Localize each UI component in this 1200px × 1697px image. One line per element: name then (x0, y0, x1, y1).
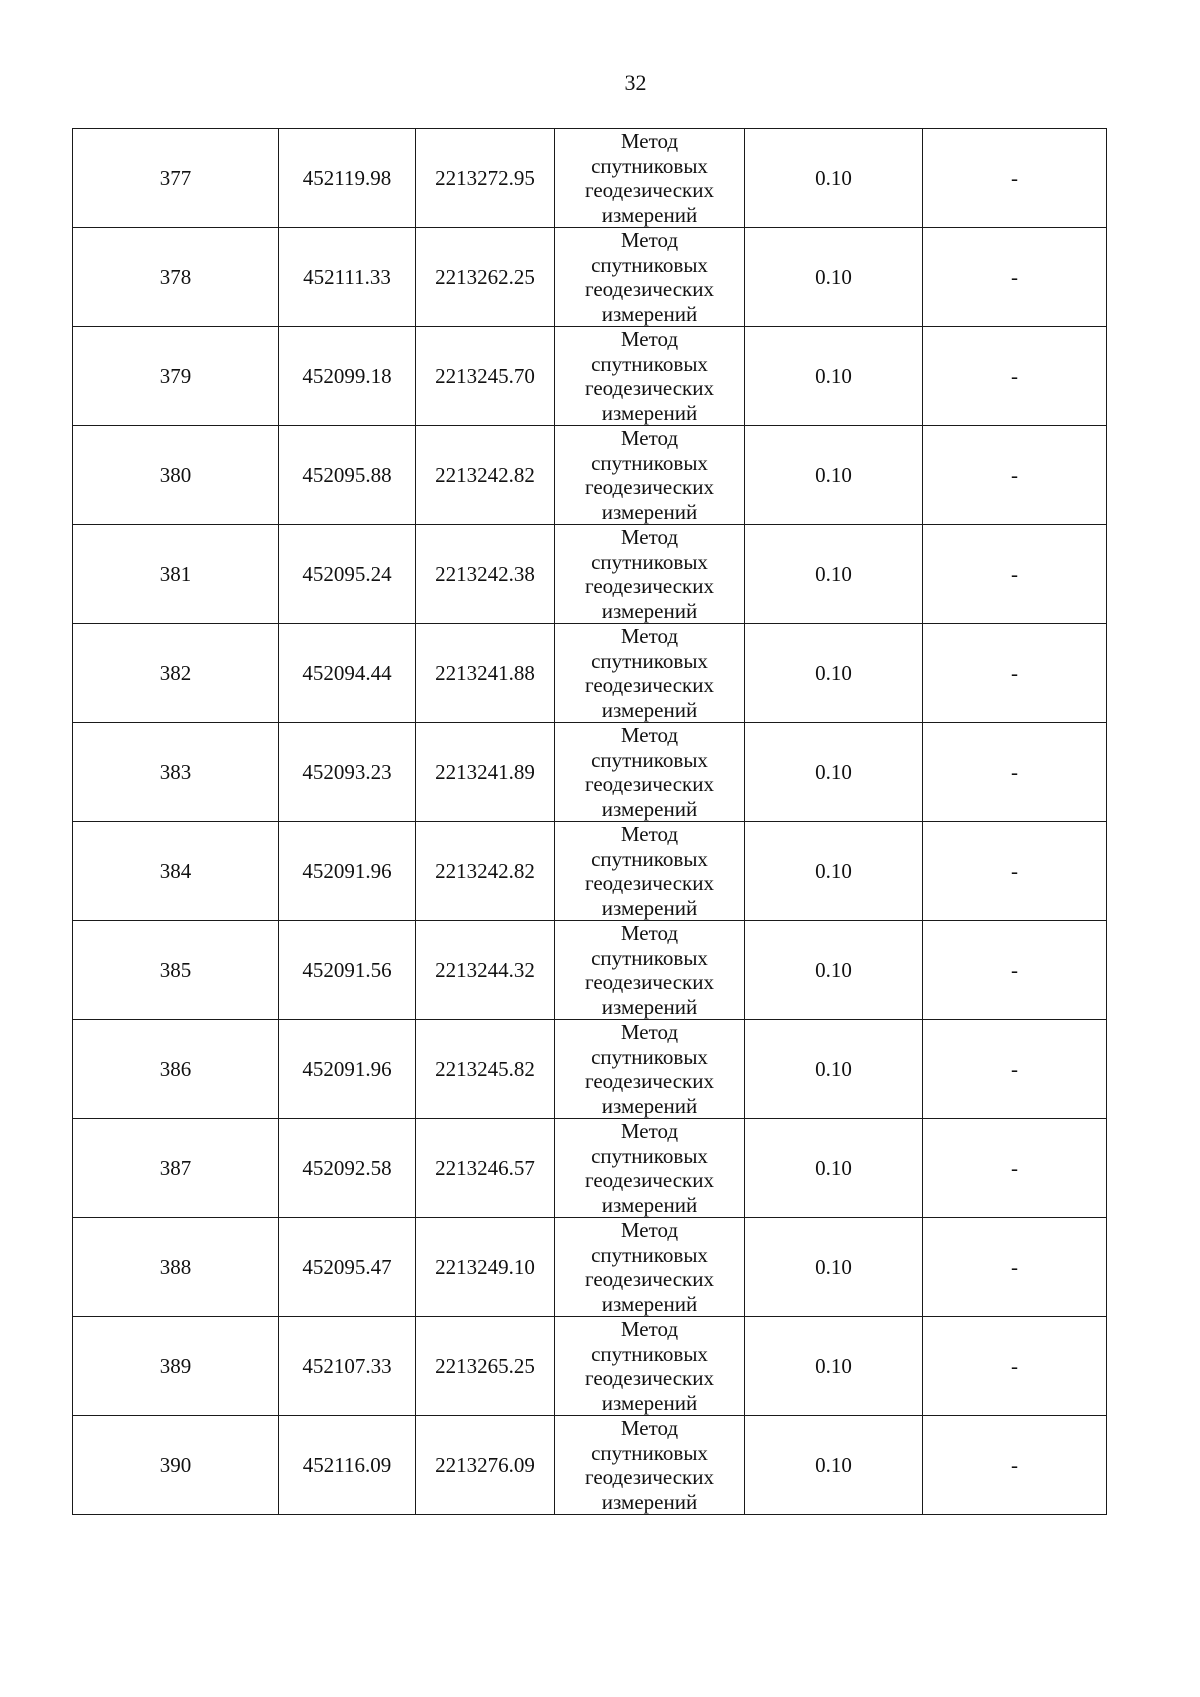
method-line: геодезических (584, 970, 714, 994)
method-line: геодезических (584, 1069, 714, 1093)
table-row (73, 624, 1107, 723)
x-coordinate-cell: 452094.44 (279, 624, 416, 723)
table-row (73, 1317, 1107, 1416)
method-line: геодезических (584, 574, 714, 598)
x-coordinate-cell: 452095.24 (279, 525, 416, 624)
accuracy-cell: 0.10 (745, 426, 923, 525)
coordinates-table-body (73, 129, 1107, 1515)
table-row (73, 1020, 1107, 1119)
method-line: спутниковых (591, 1143, 708, 1168)
method-cell (555, 1317, 745, 1416)
y-coordinate-cell: 2213265.25 (416, 1317, 555, 1416)
accuracy-cell: 0.10 (745, 525, 923, 624)
method-cell (555, 129, 745, 228)
point-number-cell: 378 (73, 228, 279, 327)
method-cell (555, 525, 745, 624)
note-cell: - (923, 822, 1107, 921)
method-line: геодезических (584, 277, 714, 301)
method-line: спутниковых (591, 1242, 708, 1267)
method-cell (555, 1416, 745, 1515)
method-cell (555, 1119, 745, 1218)
method-line: спутниковых (591, 351, 708, 376)
method-line: измерений (601, 400, 698, 425)
table-row (73, 723, 1107, 822)
method-line: Метод (620, 723, 679, 747)
method-cell (555, 327, 745, 426)
x-coordinate-cell: 452091.56 (279, 921, 416, 1020)
table-row (73, 426, 1107, 525)
accuracy-cell: 0.10 (745, 1020, 923, 1119)
method-cell (555, 426, 745, 525)
method-line: спутниковых (591, 648, 708, 673)
method-cell (555, 723, 745, 822)
table-row (73, 822, 1107, 921)
method-line: геодезических (584, 772, 714, 796)
method-line: Метод (620, 1020, 679, 1044)
method-line: Метод (620, 1119, 679, 1143)
method-cell (555, 228, 745, 327)
method-line: измерений (601, 697, 698, 722)
method-line: измерений (601, 202, 698, 227)
method-line: геодезических (584, 1465, 714, 1489)
y-coordinate-cell: 2213249.10 (416, 1218, 555, 1317)
method-line: измерений (601, 895, 698, 920)
method-cell (555, 1218, 745, 1317)
table-row (73, 1119, 1107, 1218)
point-number-cell: 381 (73, 525, 279, 624)
point-number-cell: 383 (73, 723, 279, 822)
method-line: Метод (620, 624, 679, 648)
method-line: геодезических (584, 1366, 714, 1390)
y-coordinate-cell: 2213262.25 (416, 228, 555, 327)
y-coordinate-cell: 2213272.95 (416, 129, 555, 228)
accuracy-cell: 0.10 (745, 1317, 923, 1416)
note-cell: - (923, 1119, 1107, 1218)
note-cell: - (923, 1020, 1107, 1119)
method-cell (555, 921, 745, 1020)
method-cell (555, 822, 745, 921)
accuracy-cell: 0.10 (745, 1416, 923, 1515)
method-line: измерений (601, 1291, 698, 1316)
table-row (73, 327, 1107, 426)
point-number-cell: 385 (73, 921, 279, 1020)
note-cell: - (923, 1416, 1107, 1515)
accuracy-cell: 0.10 (745, 624, 923, 723)
method-line: Метод (620, 525, 679, 549)
accuracy-cell: 0.10 (745, 1218, 923, 1317)
method-line: спутниковых (591, 846, 708, 871)
coordinates-table (72, 128, 1107, 1515)
note-cell: - (923, 921, 1107, 1020)
x-coordinate-cell: 452091.96 (279, 822, 416, 921)
accuracy-cell: 0.10 (745, 129, 923, 228)
method-line: измерений (601, 301, 698, 326)
table-row (73, 129, 1107, 228)
x-coordinate-cell: 452095.88 (279, 426, 416, 525)
method-line: измерений (601, 1489, 698, 1514)
method-line: спутниковых (591, 450, 708, 475)
accuracy-cell: 0.10 (745, 723, 923, 822)
method-line: Метод (620, 822, 679, 846)
y-coordinate-cell: 2213242.82 (416, 822, 555, 921)
method-line: Метод (620, 1317, 679, 1341)
y-coordinate-cell: 2213241.88 (416, 624, 555, 723)
method-line: Метод (620, 1416, 679, 1440)
table-row (73, 228, 1107, 327)
note-cell: - (923, 327, 1107, 426)
method-line: спутниковых (591, 549, 708, 574)
method-line: спутниковых (591, 1440, 708, 1465)
y-coordinate-cell: 2213245.82 (416, 1020, 555, 1119)
y-coordinate-cell: 2213276.09 (416, 1416, 555, 1515)
table-row (73, 1218, 1107, 1317)
y-coordinate-cell: 2213246.57 (416, 1119, 555, 1218)
y-coordinate-cell: 2213242.82 (416, 426, 555, 525)
method-line: спутниковых (591, 747, 708, 772)
method-line: геодезических (584, 1168, 714, 1192)
note-cell: - (923, 1317, 1107, 1416)
method-line: спутниковых (591, 1044, 708, 1069)
method-line: геодезических (584, 871, 714, 895)
method-line: измерений (601, 499, 698, 524)
point-number-cell: 388 (73, 1218, 279, 1317)
note-cell: - (923, 1218, 1107, 1317)
method-line: геодезических (584, 178, 714, 202)
point-number-cell: 389 (73, 1317, 279, 1416)
x-coordinate-cell: 452092.58 (279, 1119, 416, 1218)
method-line: Метод (620, 921, 679, 945)
method-line: измерений (601, 1192, 698, 1217)
method-line: Метод (620, 327, 679, 351)
point-number-cell: 384 (73, 822, 279, 921)
x-coordinate-cell: 452119.98 (279, 129, 416, 228)
y-coordinate-cell: 2213241.89 (416, 723, 555, 822)
note-cell: - (923, 129, 1107, 228)
x-coordinate-cell: 452091.96 (279, 1020, 416, 1119)
accuracy-cell: 0.10 (745, 1119, 923, 1218)
x-coordinate-cell: 452095.47 (279, 1218, 416, 1317)
x-coordinate-cell: 452111.33 (279, 228, 416, 327)
point-number-cell: 379 (73, 327, 279, 426)
point-number-cell: 387 (73, 1119, 279, 1218)
note-cell: - (923, 228, 1107, 327)
accuracy-cell: 0.10 (745, 228, 923, 327)
method-line: измерений (601, 1390, 698, 1415)
method-line: спутниковых (591, 1341, 708, 1366)
note-cell: - (923, 723, 1107, 822)
table-row (73, 921, 1107, 1020)
y-coordinate-cell: 2213242.38 (416, 525, 555, 624)
table-row (73, 1416, 1107, 1515)
point-number-cell: 386 (73, 1020, 279, 1119)
method-line: Метод (620, 129, 679, 153)
accuracy-cell: 0.10 (745, 327, 923, 426)
method-line: измерений (601, 1093, 698, 1118)
y-coordinate-cell: 2213244.32 (416, 921, 555, 1020)
method-cell (555, 1020, 745, 1119)
note-cell: - (923, 426, 1107, 525)
method-cell (555, 624, 745, 723)
point-number-cell: 390 (73, 1416, 279, 1515)
method-line: спутниковых (591, 252, 708, 277)
x-coordinate-cell: 452099.18 (279, 327, 416, 426)
method-line: измерений (601, 598, 698, 623)
method-line: спутниковых (591, 153, 708, 178)
note-cell: - (923, 525, 1107, 624)
x-coordinate-cell: 452093.23 (279, 723, 416, 822)
method-line: Метод (620, 1218, 679, 1242)
page-number: 32 (624, 70, 647, 95)
x-coordinate-cell: 452107.33 (279, 1317, 416, 1416)
point-number-cell: 380 (73, 426, 279, 525)
x-coordinate-cell: 452116.09 (279, 1416, 416, 1515)
method-line: геодезических (584, 376, 714, 400)
table-row (73, 525, 1107, 624)
method-line: Метод (620, 426, 679, 450)
method-line: Метод (620, 228, 679, 252)
method-line: измерений (601, 994, 698, 1019)
method-line: измерений (601, 796, 698, 821)
method-line: геодезических (584, 475, 714, 499)
method-line: геодезических (584, 673, 714, 697)
method-line: спутниковых (591, 945, 708, 970)
point-number-cell: 377 (73, 129, 279, 228)
point-number-cell: 382 (73, 624, 279, 723)
y-coordinate-cell: 2213245.70 (416, 327, 555, 426)
accuracy-cell: 0.10 (745, 822, 923, 921)
note-cell: - (923, 624, 1107, 723)
accuracy-cell: 0.10 (745, 921, 923, 1020)
method-line: геодезических (584, 1267, 714, 1291)
